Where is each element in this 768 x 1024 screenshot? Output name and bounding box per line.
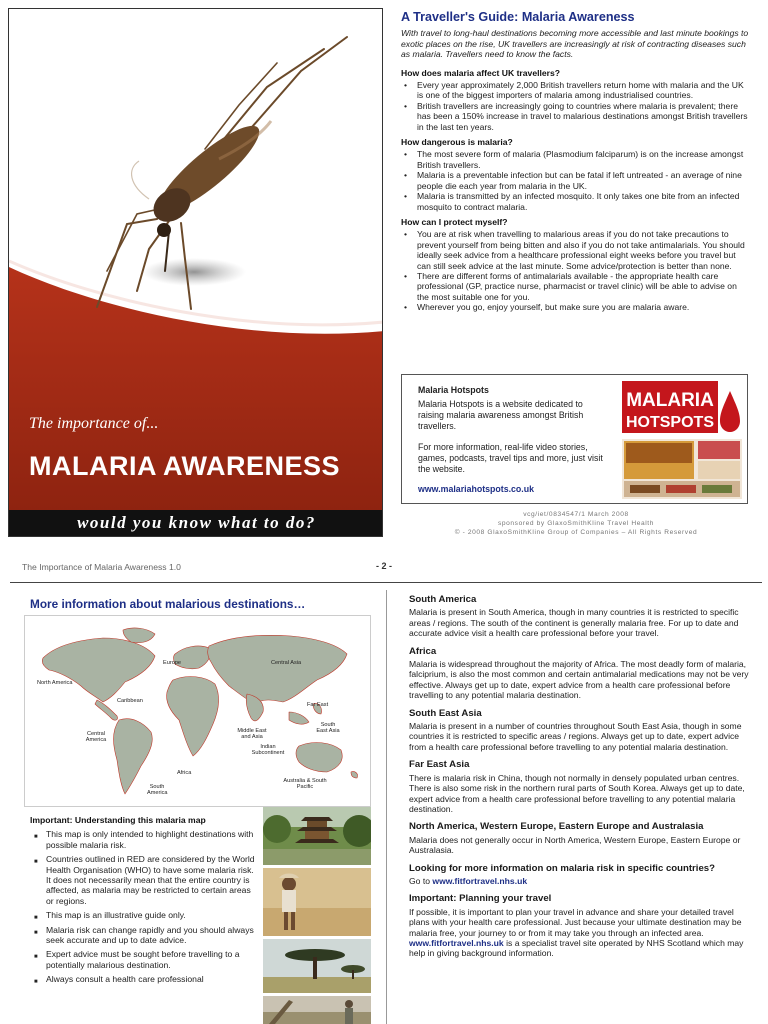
map-label-indian-subcontinent: Indian Subcontinent	[251, 744, 285, 756]
page2-title: More information about malarious destinations…	[30, 597, 306, 611]
photo-child	[263, 868, 371, 936]
cover-title: MALARIA AWARENESS	[29, 451, 341, 481]
list-item: • Malaria is transmitted by an infected mosquito. It only takes one bite from an infected mosquito to contract malaria.	[401, 191, 751, 212]
photo-traveller	[263, 996, 371, 1024]
important-list	[30, 829, 256, 984]
region-heading: Far East Asia	[409, 759, 470, 771]
hotspots-more-info: For more information, real-life video stories, games, podcasts, travel tips and more, just visit the website.	[418, 442, 603, 474]
list-item: ■ Expert advice must be sought before travelling to a potentially malarious destination.	[30, 949, 256, 970]
question-heading: How dangerous is malaria?	[401, 137, 513, 148]
planning-text	[409, 907, 751, 959]
region-heading: South America	[409, 594, 477, 605]
map-label-australia: Australia & South Pacific	[283, 778, 327, 790]
map-label-far-east: Far East	[307, 702, 329, 708]
map-label-caribbean: Caribbean	[117, 698, 143, 704]
planning-text-after: is a specialist travel site operated by NHS Scotland which may help in giving background information.	[409, 937, 744, 959]
list-item: ■ Malaria risk can change rapidly and you should always seek accurate and up to date advice.	[30, 925, 256, 946]
copyright-line: © - 2008 GlaxoSmithKline Group of Companies – All Rights Reserved	[454, 529, 698, 536]
answer-list	[401, 80, 751, 132]
list-item: • Every year approximately 2,000 British travellers return home with malaria and the UK is one of the biggest importers of malaria among industrialised countries.	[401, 80, 751, 101]
header-rule	[10, 582, 762, 583]
map-label-north-america: North America	[37, 680, 73, 686]
go-to-label: Go to	[409, 875, 431, 886]
region-text: Malaria is widespread throughout the majority of Africa. The most deadly form of malaria, falciprium, is also the most common and certain antimalarial medications may not be very effective. Always get up to date, expert advice from a health care professional before travelling to any potential malaria destination.	[409, 659, 749, 701]
cover-tagline-band	[9, 510, 383, 536]
guide-intro: With travel to long-haul destinations becoming more accessible and last minute bookings to exotic places on the rise, UK travellers are increasingly at risk of contracting diseases such as malaria. Travellers need to know the facts.	[401, 28, 749, 60]
looking-text	[409, 876, 751, 886]
map-label-south-east-asia: South East Asia	[316, 722, 340, 734]
column-divider	[386, 590, 387, 1024]
sponsor-line: sponsored by GlaxoSmithKline Travel Health	[497, 520, 655, 527]
malaria-world-map	[24, 615, 371, 807]
answer-list	[401, 149, 751, 211]
important-heading: Important: Understanding this malaria map	[30, 815, 206, 825]
list-item: • British travellers are increasingly going to countries where malaria is prevalent; there has been a 150% increase in travel to malarious destinations amongst British travellers in the last ten years.	[401, 101, 751, 132]
logo-text-hotspots: HOTSPOTS	[625, 414, 715, 431]
hotspots-logo	[622, 381, 742, 499]
region-text: Malaria is present in South America, though in many countries it is restricted to specific areas / regions. The south of the continent is generally malaria free. For up to date and accurate advice visit a health care professional before your travel.	[409, 607, 739, 639]
question-heading: How can I protect myself?	[401, 216, 508, 227]
logo-text-malaria: MALARIA	[626, 390, 714, 411]
region-heading: South East Asia	[409, 707, 482, 719]
hotspots-description: Malaria Hotspots is a website dedicated to raising malaria awareness amongst British travellers.	[418, 399, 584, 431]
region-heading: North America, Western Europe, Eastern Europe and Australasia	[409, 821, 704, 833]
cover-subtitle: The importance of...	[29, 415, 159, 432]
map-label-europe: Europe	[163, 660, 182, 666]
region-heading: Africa	[409, 645, 437, 657]
answer-list	[401, 229, 751, 312]
planning-heading: Important: Planning your travel	[409, 893, 552, 905]
malaria-hotspots-box	[401, 374, 748, 504]
list-item: • You are at risk when travelling to malarious areas if you do not take precautions to prevent yourself from being bitten and also if you do not take antimalarials. You should ideally seek advice from a healthcare professional eight weeks before you travel but can still seek advice at the last minute. Some advice/protection is better than none.	[401, 229, 751, 271]
reference-code: vcg/iet/0834547/1 March 2008	[523, 511, 629, 518]
blood-drop-icon	[720, 391, 740, 432]
map-label-middle-east: Middle East and Asia	[237, 728, 267, 740]
map-label-africa: Africa	[177, 770, 192, 776]
map-label-central-asia: Central Asia	[271, 660, 302, 666]
running-header: The Importance of Malaria Awareness 1.0	[22, 562, 181, 572]
map-label-central-america: Central America	[85, 731, 107, 743]
question-heading: How does malaria affect UK travellers?	[401, 67, 561, 78]
list-item: ■ Always consult a health care professional	[30, 974, 256, 984]
destination-regions	[409, 595, 751, 959]
page-number: - 2 -	[376, 561, 393, 571]
guide-title: A Traveller's Guide: Malaria Awareness	[401, 10, 635, 24]
region-text: There is malaria risk in China, though not normally in densely populated urban centres. There is also some risk in the northern rural parts of South Korea. Always get up to date, expert advice from a health care professional before travelling to any potential malaria destination.	[409, 772, 745, 814]
list-item: • The most severe form of malaria (Plasmodium falciparum) is on the increase amongst British travellers.	[401, 149, 751, 170]
photo-savanna	[263, 939, 371, 993]
map-label-south-america: South America	[147, 784, 168, 796]
list-item: ■ This map is only intended to highlight destinations with possible malaria risk.	[30, 829, 256, 850]
list-item: • Malaria is a preventable infection but can be fatal if left untreated - an average of nine people die each year from malaria in the UK.	[401, 170, 751, 191]
list-item: ■ This map is an illustrative guide only.	[30, 910, 256, 920]
list-item: ■ Countries outlined in RED are considered by the World Health Organisation (WHO) to have some malaria risk. It does not necessarily mean that the entire country is affected, as malaria may be restricted to certain areas or regions.	[30, 854, 256, 906]
list-item: • Wherever you go, enjoy yourself, but make sure you are malaria aware.	[401, 302, 751, 312]
photo-pagoda	[263, 807, 371, 865]
fitfortravel-link[interactable]: www.fitfortravel.nhs.uk	[432, 875, 528, 886]
cover-panel	[8, 8, 383, 537]
planning-text-before: If possible, it is important to plan your travel in advance and share your detailed travel plans with your health care professional. Just because your ultimate destination may be malaria free, your journey to or from it may take you through an infected area.	[409, 906, 742, 938]
list-item: • There are different forms of antimalarials available - the appropriate health care professional (GP, practice nurse, pharmacist or travel clinic) will be able to advise on the most suitable one for you.	[401, 271, 751, 302]
looking-heading: Looking for more information on malaria risk in specific countries?	[409, 862, 715, 874]
hotspots-link[interactable]: www.malariahotspots.co.uk	[418, 484, 535, 494]
credits	[401, 510, 751, 537]
map-important-notes	[30, 815, 256, 989]
travellers-guide	[401, 12, 751, 313]
region-text: Malaria is present in a number of countries throughout South East Asia, though in some countries it is restricted to specific areas / regions. Always get up to date, expert advice from a health care professional before travelling to any potential malaria destination.	[409, 721, 742, 752]
hotspots-heading: Malaria Hotspots	[418, 385, 489, 395]
cover-tagline: would you know what to do?	[77, 513, 316, 532]
fitfortravel-link-2[interactable]: www.fitfortravel.nhs.uk	[409, 937, 504, 948]
mosquito-head	[157, 223, 171, 237]
region-text: Malaria does not generally occur in North America, Western Europe, Eastern Europe or Australasia.	[409, 834, 741, 856]
